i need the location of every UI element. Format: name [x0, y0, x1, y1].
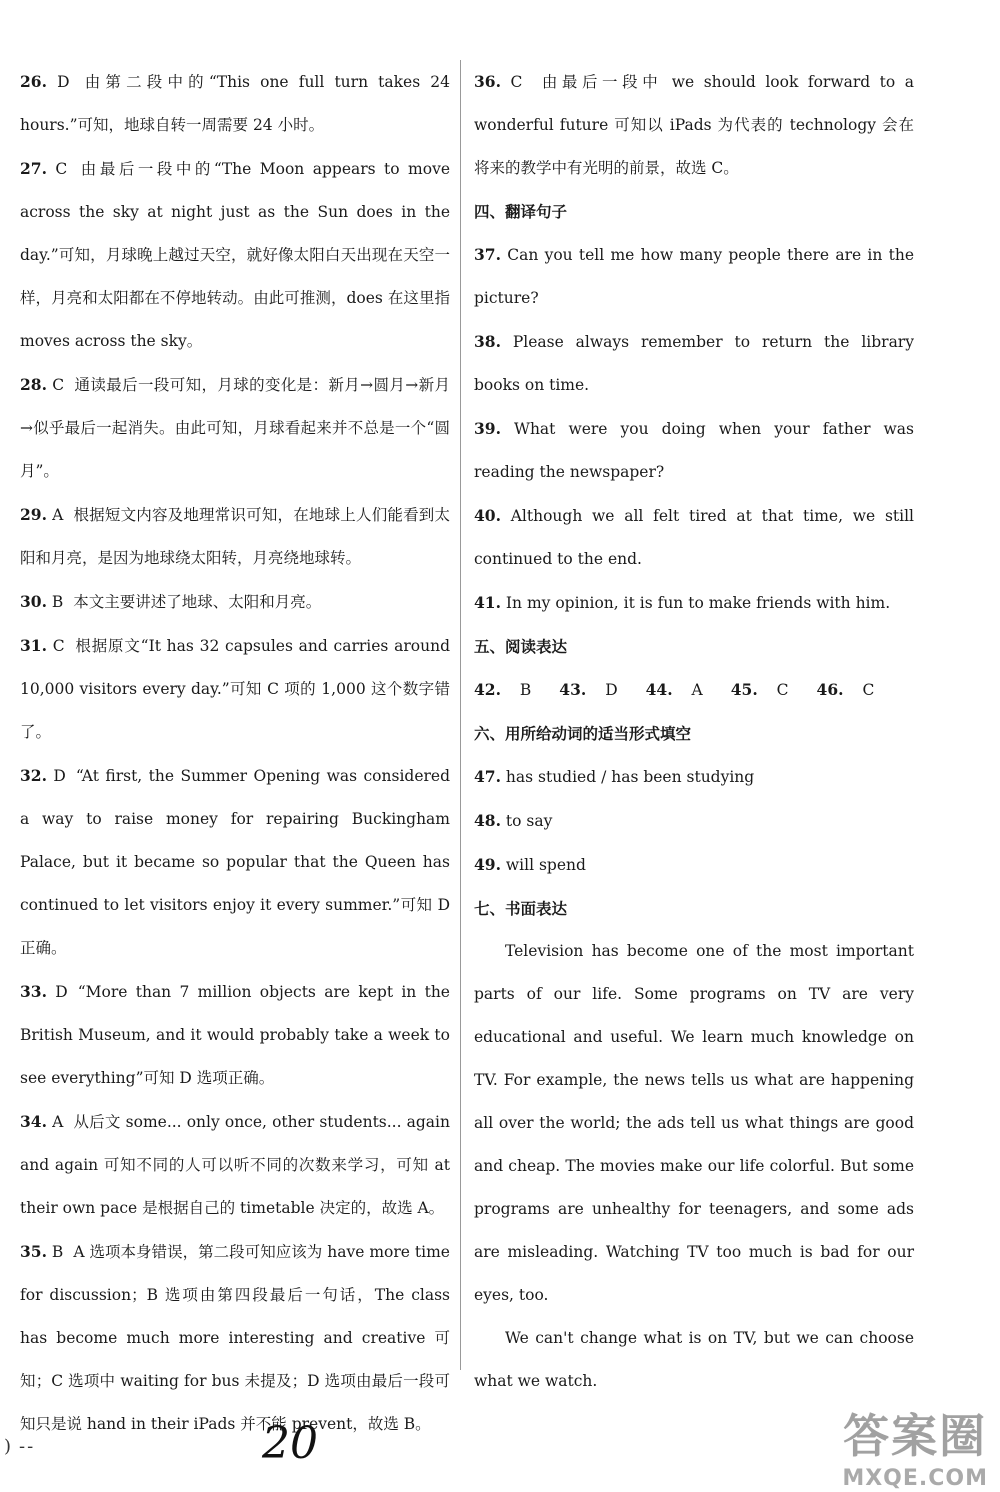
explanation-text: 本文主要讲述了地球、太阳和月亮。: [73, 593, 322, 611]
question-number: 39.: [474, 419, 501, 438]
reading-answers-row: [474, 668, 914, 712]
verb-answer-item: [474, 843, 914, 887]
question-number: 28.: [20, 375, 47, 394]
explanation-text: 根据原文“It has 32 capsules and carries around 10,000 visitors every day.”可知 C 项的 1,000 这个数字错了。: [20, 637, 450, 741]
column-divider: [460, 60, 461, 1370]
answer-letter: C: [776, 681, 789, 699]
answer-letter: D: [605, 681, 618, 699]
question-number: 32.: [20, 766, 47, 785]
answer-item-36: 36. C 由最后一段中 we should look forward to a wonderful future 可知以 iPads 为代表的 technology 会在将来的教学中有光明的前景，故选 C。: [474, 72, 914, 177]
verb-answer-text: will spend: [505, 856, 586, 874]
reading-answer: [817, 681, 889, 699]
explanation-text: 从后文 some... only once, other students... again and again 可知不同的人可以听不同的次数来学习，可知 at their own pace 是根据自己的 timetable 决定的，故选 A。: [20, 1113, 450, 1217]
answer-item: [20, 624, 450, 754]
explanation-text: 根据短文内容及地理常识可知，在地球上人们能看到太阳和月亮，是因为地球绕太阳转，月亮绕地球转。: [20, 506, 450, 567]
answer-item: [20, 1230, 450, 1446]
translation-text: What were you doing when your father was reading the newspaper?: [474, 420, 914, 481]
translation-item: [474, 407, 914, 494]
question-number: 41.: [474, 593, 501, 612]
section-heading-reading: 五、阅读表达: [474, 637, 568, 656]
answer-letter: D: [53, 767, 66, 785]
reading-answer: [646, 681, 717, 699]
question-number: 40.: [474, 506, 501, 525]
translation-text: Please always remember to return the library books on time.: [474, 333, 914, 394]
question-number: 44.: [645, 680, 673, 699]
translation-item: [474, 494, 914, 581]
answer-item: [20, 363, 450, 493]
answer-letter: A: [691, 681, 703, 699]
answer-item: [20, 754, 450, 970]
translation-text: Although we all felt tired at that time, we still continued to the end.: [474, 507, 914, 568]
question-number: 30.: [20, 592, 47, 611]
answer-letter: B: [519, 681, 532, 699]
question-number: 33.: [20, 982, 47, 1001]
translation-list: [474, 233, 914, 625]
section-heading-writing: 七、书面表达: [474, 899, 568, 918]
answer-letter: C: [52, 637, 65, 655]
answer-letter: D: [55, 983, 68, 1001]
answer-item: [20, 493, 450, 580]
explanation-text: 通读最后一段可知，月球的变化是：新月→圆月→新月→似乎最后一起消失。由此可知，月球看起来并不总是一个“圆月”。: [20, 376, 450, 480]
answer-letter: C: [862, 681, 875, 699]
question-number: 35.: [20, 1242, 47, 1261]
answer-letter: B: [51, 1243, 64, 1261]
verb-answer-text: has studied / has been studying: [505, 768, 755, 786]
page-number: 20: [262, 1418, 318, 1469]
answer-letter: B: [51, 593, 64, 611]
question-number: 38.: [474, 332, 501, 351]
answer-item: [20, 580, 450, 624]
watermark-url: MXQE.COM: [842, 1466, 988, 1491]
reading-answer: [474, 681, 545, 699]
verb-answer-text: to say: [505, 812, 553, 830]
explanation-text: A 选项本身错误，第二段可知应该为 have more time for discussion；B 选项由第四段最后一句话，The class has become much more interesting and creative 可知；C 选项中 waiting for bus 未提及；D 选项由最后一段可知只是说 hand in their iPads 并不能 prevent，故选 B。: [20, 1243, 450, 1433]
question-number: 45.: [730, 680, 758, 699]
answer-letter: D: [57, 73, 70, 91]
left-column: [20, 60, 450, 1446]
reading-answer: [731, 681, 803, 699]
question-number: 47.: [474, 767, 501, 786]
explanation-text: “More than 7 million objects are kept in the British Museum, and it would probably take a week to see everything”可知 D 选项正确。: [20, 983, 450, 1087]
answer-item: [20, 147, 450, 363]
question-number: 34.: [20, 1112, 47, 1131]
answer-letter: A: [52, 1113, 64, 1131]
watermark-logo: [842, 1400, 988, 1491]
explanation-text: 由最后一段中的“The Moon appears to move across the sky at night just as the Sun does in the day.”可知，月球晚上越过天空，就好像太阳白天出现在天空一样，月亮和太阳都在不停地转动。由此可推测，does 在这里指 moves across the sky。: [20, 160, 450, 350]
question-number: 48.: [474, 811, 501, 830]
verb-answer-item: [474, 755, 914, 799]
translation-item: [474, 320, 914, 407]
answer-letter: C: [52, 376, 65, 394]
answer-item: [20, 1100, 450, 1230]
answer-letter: C: [55, 160, 68, 178]
explanation-text: 由第二段中的“This one full turn takes 24 hours.”可知，地球自转一周需要 24 小时。: [20, 73, 450, 134]
translation-item: [474, 581, 914, 625]
translation-text: Can you tell me how many people there are in the picture?: [474, 246, 914, 307]
translation-text: In my opinion, it is fun to make friends with him.: [505, 594, 891, 612]
watermark-logo-text: 答案圈: [843, 1409, 988, 1463]
answer-letter: A: [52, 506, 64, 524]
question-number: 26.: [20, 72, 47, 91]
answer-item: [20, 970, 450, 1100]
right-column: [474, 60, 914, 1403]
question-number: 43.: [559, 680, 587, 699]
reading-answer: [559, 681, 631, 699]
question-number: 27.: [20, 159, 47, 178]
question-number: 31.: [20, 636, 47, 655]
verb-answer-list: [474, 755, 914, 887]
translation-item: [474, 233, 914, 320]
section-heading-translation: 四、翻译句子: [474, 202, 568, 221]
verb-answer-item: [474, 799, 914, 843]
explanation-text: “At first, the Summer Opening was considered a way to raise money for repairing Buckingham Palace, but it became so popular that the Queen has continued to let visitors enjoy it every summer.”可知 D 正确。: [20, 767, 451, 957]
question-number: 49.: [474, 855, 501, 874]
question-number: 42.: [474, 680, 501, 699]
question-number: 37.: [474, 245, 501, 264]
section-heading-verbs: 六、用所给动词的适当形式填空: [474, 724, 692, 743]
essay-paragraph-1: Television has become one of the most important parts of our life. Some programs on TV are very educational and useful. We learn much knowledge on TV. For example, the news tells us what are happening all over the world; the ads tell us what things are good and cheap. The movies make our life colorful. But some programs are unhealthy for teenagers, and some ads are misleading. Watching TV too much is bad for our eyes, too.: [474, 942, 914, 1304]
question-number: 29.: [20, 505, 47, 524]
answer-item: [20, 60, 450, 147]
footer-mark: ) --: [4, 1436, 36, 1457]
essay-paragraph-2: We can't change what is on TV, but we can choose what we watch.: [474, 1329, 914, 1390]
question-number: 46.: [816, 680, 844, 699]
